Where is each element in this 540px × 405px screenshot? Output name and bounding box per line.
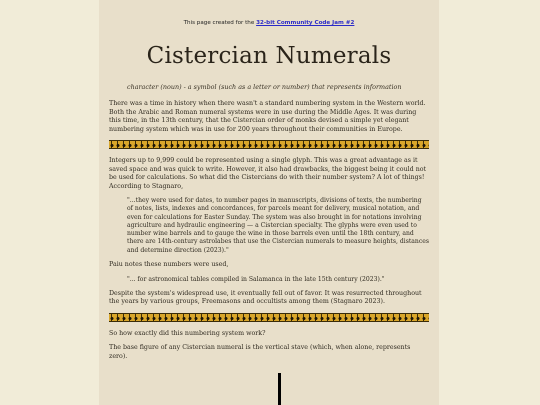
jam-note-prefix: This page created for the [183,20,257,26]
integers-paragraph: Integers up to 9,999 could be represented using a single glyph. This was a great advantage as it saved space and was quick to write. However, it also had drawbacks, the biggest being it could not be used for calculations. So what did the Cistercians do with their number system? A lot of things! According to Stagnaro, [109,157,427,190]
intro-paragraph: There was a time in history when there wasn't a standard numbering system in the Western world. Both the Arabic and Roman numeral systems were in use during the Middle Ages. It was during this time, in the 13th century, that the Cistercian order of monks devised a simple yet elegant numbering system which was in use for 200 years throughout their communities in Europe. [109,100,426,133]
page-title: Cistercian Numerals [146,43,392,69]
stagnaro-quote: "...they were used for dates, to number pages in manuscripts, divisions of texts, the numbering of notes, lists, indexes and concordances, for parcels meant for delivery, musical notation, and even for calculations for Easter Sunday. The system was also brought in for notations involving agriculture and hydraulic engineering — a Cistercian specialty. The glyphs were even used to number wine barrels and to gauge the wine in those barrels even until the 18th century, and there are 14th-century astrolabes that use the Cistercian numerals to measure heights, distances and determine direction (2023)." [127,197,429,254]
jam-note [109,19,429,27]
how-paragraph: So how exactly did this numbering system work? [109,329,266,337]
definition-text: character (noun) - a symbol (such as a letter or number) that represents information [127,83,402,91]
base-paragraph: The base figure of any Cistercian numeral is the vertical stave (which, when alone, represents zero). [109,344,411,360]
paiu-paragraph: Paiu notes these numbers were used, [109,261,229,269]
decline-paragraph: Despite the system's widespread use, it eventually fell out of favor. It was resurrected throughout the years by various groups, Freemasons and occultists among them (Stagnaro 2023). [109,289,422,306]
ornamental-divider [109,140,429,149]
paiu-quote: "... for astronomical tables compiled in Salamanca in the late 15th century (2023)." [127,275,385,283]
stave-figure [109,367,429,405]
content-column [99,0,439,405]
ornamental-divider [109,313,429,322]
code-jam-link[interactable]: 32-bit Community Code Jam #2 [256,20,355,26]
vertical-stave-glyph [278,373,281,405]
